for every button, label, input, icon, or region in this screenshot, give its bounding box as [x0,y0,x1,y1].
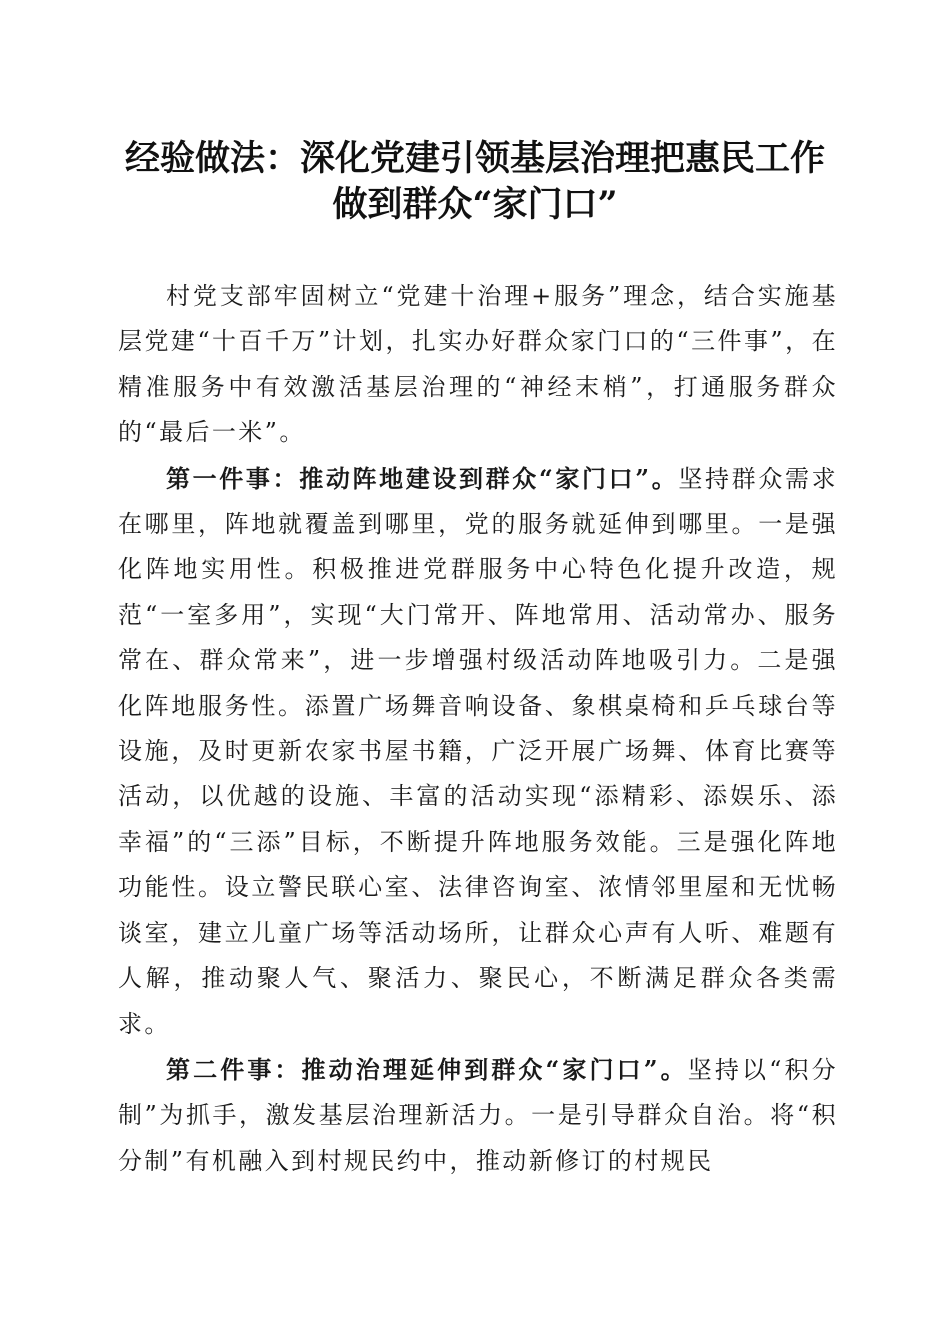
paragraph-heading: 第一件事：推动阵地建设到群众“家门口”。 [166,463,679,493]
paragraph-second-thing [118,1047,838,1184]
document-body [118,274,838,1184]
paragraph-first-thing [118,456,838,1047]
paragraph-text: 村党支部牢固树立“党建十治理+服务”理念，结合实施基层党建“十百千万”计划，扎实办好群众家门口的“三件事”，在精准服务中有效激活基层治理的“神经末梢”，打通服务群众的“最后一米”。 [118,282,838,447]
paragraph-text: 坚持群众需求在哪里，阵地就覆盖到哪里，党的服务就延伸到哪里。一是强化阵地实用性。积极推进党群服务中心特色化提升改造，规范“一室多用”，实现“大门常开、阵地常用、活动常办、服务常在、群众常来”，进一步增强村级活动阵地吸引力。二是强化阵地服务性。添置广场舞音响设备、象棋桌椅和乒乓球台等设施，及时更新农家书屋书籍，广泛开展广场舞、体育比赛等活动，以优越的设施、丰富的活动实现“添精彩、添娱乐、添幸福”的“三添”目标，不断提升阵地服务效能。三是强化阵地功能性。设立警民联心室、法律咨询室、浓情邻里屋和无忧畅谈室，建立儿童广场等活动场所，让群众心声有人听、难题有人解，推动聚人气、聚活力、聚民心，不断满足群众各类需求。 [118,464,839,1038]
paragraph-text: 坚持以“积分制”为抓手，激发基层治理新活力。一是引导群众自治。将“积分制”有机融入到村规民约中，推动新修订的村规民 [118,1055,839,1175]
document-title [110,136,840,228]
title-line-1: 经验做法：深化党建引领基层治理把惠民工作 [124,138,825,179]
title-line-2: 做到群众“家门口” [332,184,618,225]
paragraph-intro [118,274,838,456]
paragraph-heading: 第二件事：推动治理延伸到群众“家门口”。 [166,1054,688,1084]
